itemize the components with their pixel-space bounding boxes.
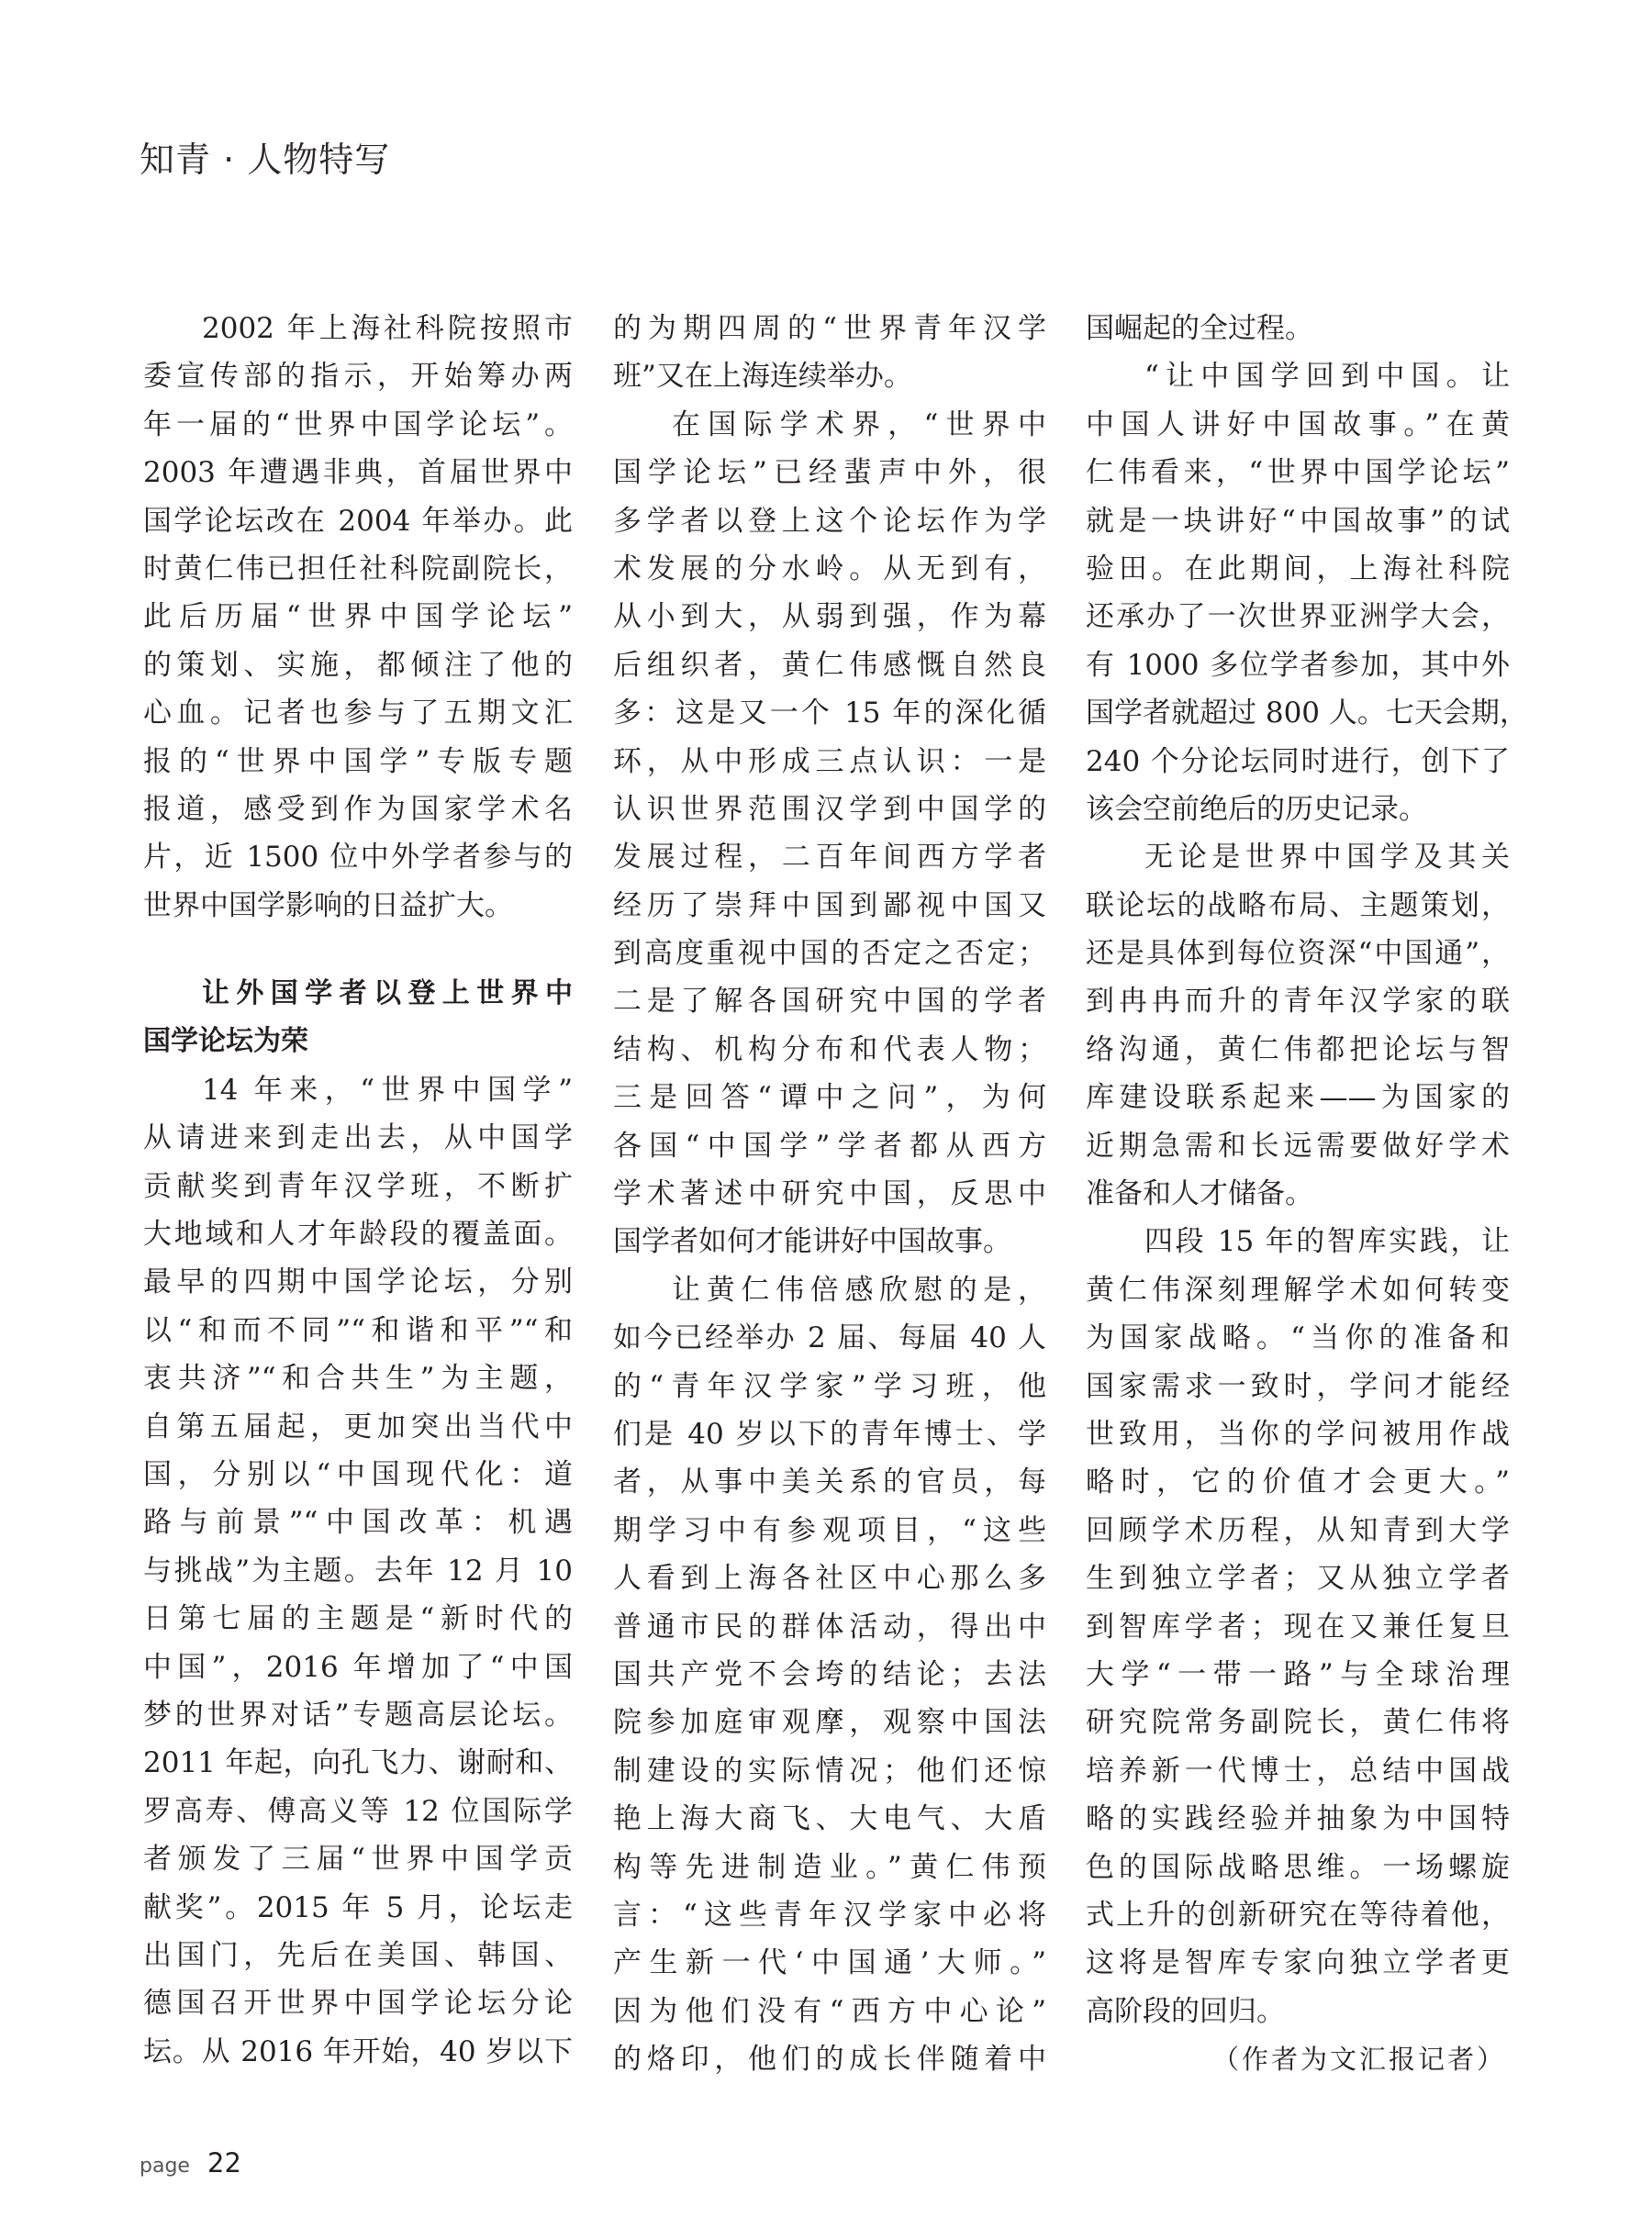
paragraph [613,1266,1046,2084]
text-line: 二是了解各国研究中国的学者 [613,985,1046,1019]
text-line: 国学论坛改在 2004 年举办。此 [143,504,573,538]
article-column-2 [613,305,1046,2083]
text-line: 略时，它的价值才会更大。” [1086,1465,1510,1499]
text-line: 联论坛的战略布局、主题策划， [1086,888,1510,922]
text-line: 们是 40 岁以下的青年博士、学 [613,1417,1046,1451]
text-line: 片，近 1500 位中外学者参与的 [143,841,573,875]
text-line: 培养新一代博士，总结中国战 [1086,1754,1510,1788]
text-line: 生到独立学者；又从独立学者 [1086,1562,1510,1596]
text-line: 报的“世界中国学”专版专题 [143,744,573,778]
text-line: 到冉冉而升的青年汉学家的联 [1086,985,1510,1019]
page-number: 22 [207,2147,241,2179]
text-line: 色的国际战略思维。一场螺旋 [1086,1850,1510,1884]
text-line: 学术著述中研究中国，反思中 [613,1177,1046,1211]
text-line: 此后历届“世界中国学论坛” [143,600,573,634]
text-line: 心血。记者也参与了五期文汇 [143,697,573,730]
text-line: 让外国学者以登上世界中 [202,977,573,1010]
text-line: 路与前景”“中国改革：机遇 [143,1506,573,1540]
text-line: 艳上海大商飞、大电气、大盾 [613,1802,1046,1836]
text-line: 就是一块讲好“中国故事”的试 [1086,504,1510,538]
text-line: 大地域和人才年龄段的覆盖面。 [143,1218,573,1252]
text-line: 国学论坛为荣 [143,1025,308,1058]
text-line: 为国家战略。“当你的准备和 [1086,1321,1510,1355]
text-line: 还是具体到每位资深“中国通”， [1086,937,1510,971]
text-line: 自第五届起，更加突出当代中 [143,1410,573,1443]
page-label: page [140,2155,190,2178]
text-line: 贡献奖到青年汉学班，不断扩 [143,1169,573,1203]
text-line: 验田。在此期间，上海社科院 [1086,552,1510,585]
text-line: 者，从事中美关系的官员，每 [613,1465,1046,1499]
text-line: 这将是智库专家向独立学者更 [1086,1946,1510,1980]
paragraph [143,1066,573,2076]
text-line: 委宣传部的指示，开始筹办两 [143,360,573,394]
text-line: 研究院常务副院长，黄仁伟将 [1086,1706,1510,1740]
text-line: 有 1000 多位学者参加，其中外 [1086,648,1510,682]
text-line: 普通市民的群体活动，得出中 [613,1610,1046,1644]
text-line: 德国召开世界中国学论坛分论 [143,1987,573,2021]
text-line: 的为期四周的“世界青年汉学 [613,312,1046,345]
text-line: 高阶段的回归。 [1086,1994,1285,2028]
text-line: 衷共济”“和合共生”为主题， [143,1362,573,1396]
text-line: 如今已经举办 2 届、每届 40 人 [613,1321,1046,1355]
text-line: 到高度重视中国的否定之否定； [613,937,1046,971]
text-line: 络沟通，黄仁伟都把论坛与智 [1086,1032,1510,1066]
text-line: 最早的四期中国学论坛，分别 [143,1265,573,1299]
text-line: 构等先进制造业。”黄仁伟预 [613,1850,1046,1884]
text-line: 后组织者，黄仁伟感慨自然良 [613,648,1046,682]
text-line: 院参加庭审观摩，观察中国法 [613,1706,1046,1740]
text-line: 多：这是又一个 15 年的深化循 [613,697,1046,730]
page-footer [140,2147,241,2179]
text-line: 国学者就超过 800 人。七天会期， [1086,697,1528,730]
text-line: 以“和而不同”“和谐和平”“和 [143,1313,573,1347]
text-line: 2003 年遭遇非典，首届世界中 [143,456,573,490]
text-line: 发展过程，二百年间西方学者 [613,841,1046,875]
text-line: 国家需求一致时，学问才能经 [1086,1369,1510,1403]
text-line: 中国”，2016 年增加了“中国 [143,1650,573,1684]
text-line: 还承办了一次世界亚洲学大会， [1086,600,1510,634]
text-line: 准备和人才储备。 [1086,1177,1313,1211]
text-line: 库建设联系起来——为国家的 [1086,1081,1510,1115]
paragraph [1086,1218,1510,2035]
paragraph [1086,352,1528,833]
text-line: 年一届的“世界中国学论坛”。 [143,407,573,441]
text-line: 让黄仁伟倍感欣慰的是， [672,1273,1046,1307]
subheading [143,970,573,1066]
text-line: “让中国学回到中国。让 [1144,360,1510,394]
text-line: 无论是世界中国学及其关 [1144,841,1510,875]
text-line: 人看到上海各社区中心那么多 [613,1562,1046,1596]
text-line: 日第七届的主题是“新时代的 [143,1602,573,1636]
paragraph [613,305,1046,401]
text-line: 时黄仁伟已担任社科院副院长， [143,552,573,585]
text-line: 国学者如何才能讲好中国故事。 [613,1225,1011,1259]
text-line: 献奖”。2015 年 5 月，论坛走 [143,1890,573,1924]
section-header: 知青 · 人物特写 [140,139,391,180]
text-line: 世致用，当你的学问被用作战 [1086,1417,1510,1451]
text-line: 仁伟看来，“世界中国学论坛” [1086,456,1510,490]
article-column-3 [1086,305,1528,2083]
text-line: 2002 年上海社科院按照市 [202,312,573,345]
text-line: 的策划、实施，都倾注了他的 [143,648,573,682]
text-line: 各国“中国学”学者都从西方 [613,1129,1046,1163]
text-line: 报道，感受到作为国家学术名 [143,792,573,826]
text-line: 产生新一代‘中国通’大师。” [613,1946,1046,1980]
text-line: 出国门，先后在美国、韩国、 [143,1938,573,1972]
text-line: 者颁发了三届“世界中国学贡 [143,1843,573,1877]
text-line: 罗高寿、傅高义等 12 位国际学 [143,1794,573,1828]
text-line: 认识世界范围汉学到中国学的 [613,792,1046,826]
text-line: 结构、机构分布和代表人物； [613,1032,1046,1066]
text-line: 在国际学术界，“世界中 [672,407,1046,441]
text-line: 言：“这些青年汉学家中必将 [613,1898,1046,1932]
section-gap [143,930,573,970]
text-line: 期学习中有参观项目，“这些 [613,1513,1046,1547]
text-line: 14 年来，“世界中国学” [202,1073,573,1107]
text-line: 制建设的实际情况；他们还惊 [613,1754,1046,1788]
text-line: 班”又在上海连续举办。 [613,360,912,394]
text-line: 国，分别以“中国现代化：道 [143,1457,573,1491]
author-byline [1086,2035,1510,2083]
text-line: 回顾学术历程，从知青到大学 [1086,1513,1510,1547]
paragraph [143,305,573,930]
text-line: 该会空前绝后的历史记录。 [1086,792,1427,826]
text-line: 与挑战”为主题。去年 12 月 10 [143,1554,573,1588]
text-line: （作者为文汇报记者） [1211,2044,1506,2076]
text-line: 到智库学者；现在又兼任复旦 [1086,1610,1510,1644]
text-line: 国崛起的全过程。 [1086,312,1313,345]
text-line: 梦的世界对话”专题高层论坛。 [143,1698,573,1732]
text-line: 2011 年起，向孔飞力、谢耐和、 [143,1746,573,1780]
text-line: 从小到大，从弱到强，作为幕 [613,600,1046,634]
text-line: 三是回答“谭中之问”，为何 [613,1081,1046,1115]
text-line: 中国人讲好中国故事。”在黄 [1086,407,1510,441]
text-line: 国共产党不会垮的结论；去法 [613,1657,1046,1691]
text-line: 黄仁伟深刻理解学术如何转变 [1086,1273,1510,1307]
text-line: 略的实践经验并抽象为中国特 [1086,1802,1510,1836]
text-line: 240 个分论坛同时进行，创下了 [1086,744,1510,778]
text-line: 从请进来到走出去，从中国学 [143,1121,573,1155]
text-line: 经历了崇拜中国到鄙视中国又 [613,888,1046,922]
text-line: 式上升的创新研究在等待着他， [1086,1898,1510,1932]
text-line: 大学“一带一路”与全球治理 [1086,1657,1510,1691]
text-line: 多学者以登上这个论坛作为学 [613,504,1046,538]
text-line: 四段 15 年的智库实践，让 [1144,1225,1510,1259]
paragraph [1086,833,1510,1218]
text-line: 坛。从 2016 年开始，40 岁以下 [143,2034,573,2068]
text-line: 的“青年汉学家”学习班，他 [613,1369,1046,1403]
paragraph [1086,305,1510,352]
text-line: 环，从中形成三点认识：一是 [613,744,1046,778]
text-line: 术发展的分水岭。从无到有， [613,552,1046,585]
text-line: 近期急需和长远需要做好学术 [1086,1129,1510,1163]
text-line: 世界中国学影响的日益扩大。 [143,888,513,922]
paragraph [613,401,1046,1266]
text-line: 国学论坛”已经蜚声中外，很 [613,456,1046,490]
text-line: 因为他们没有“西方中心论” [613,1994,1046,2028]
article-column-1 [143,305,573,2076]
text-line: 的烙印，他们的成长伴随着中 [613,2043,1046,2077]
